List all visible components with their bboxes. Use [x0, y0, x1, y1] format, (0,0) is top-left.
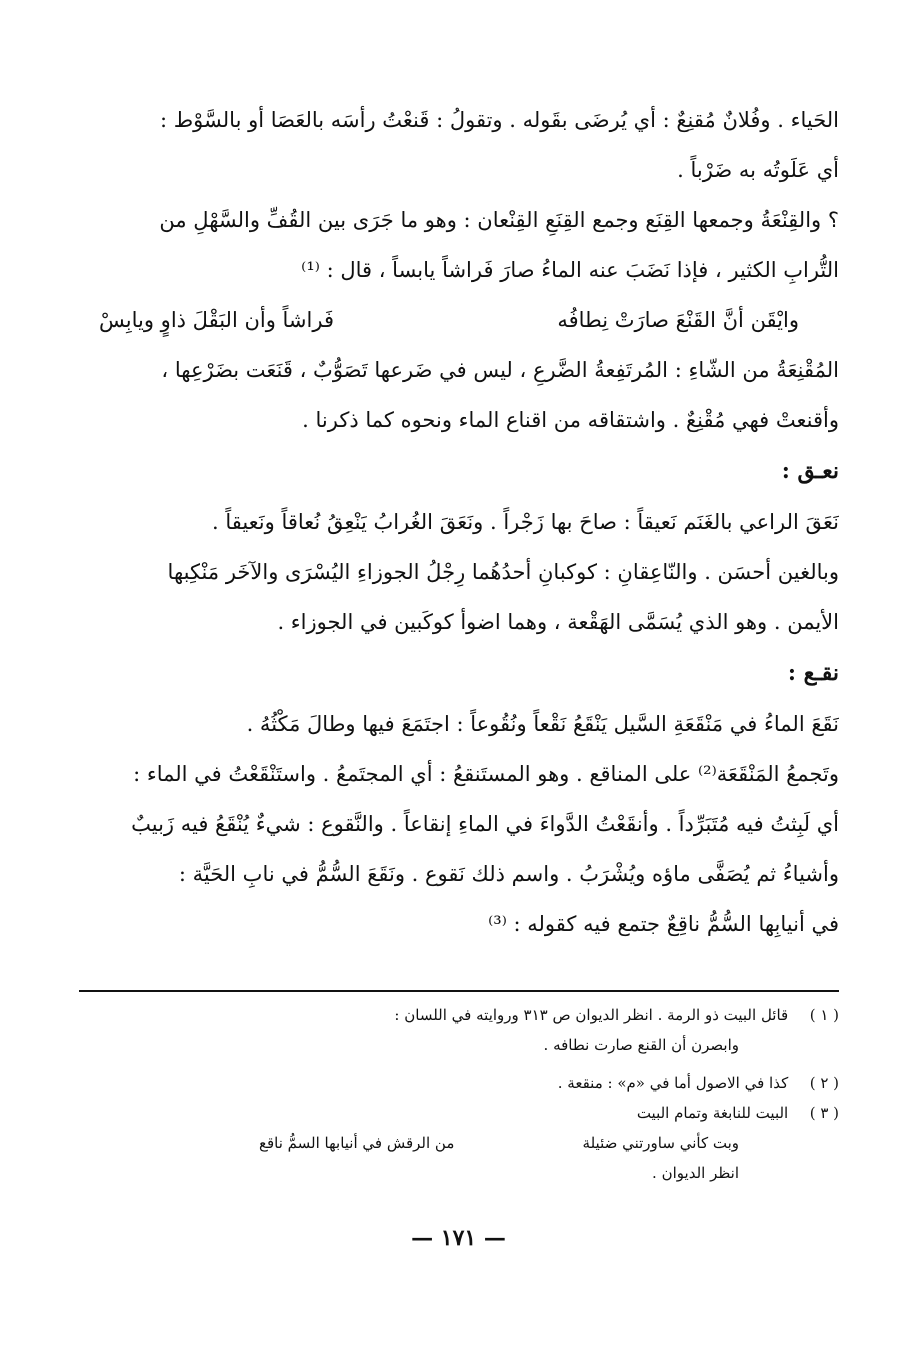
text-line: التُّرابِ الكثير ، فإذا نَضَبَ عنه الماءُ صارَ فَراشاً يابساً ، قال : ⁽¹⁾ [301, 258, 839, 282]
verse-hemistich-right: وبت كأني ساورتني ضئيلة [582, 1134, 739, 1152]
entry-heading: نقـع : [787, 660, 839, 686]
text-line: في أنيابِها السُّمُّ ناقِعٌ جتمع فيه كقوله : ⁽³⁾ [488, 912, 839, 936]
text-line: المُقْنِعَةُ من الشّاءِ : المُرتَفِعةُ الضَّرعِ ، ليس في ضَرعها تَصَوُّبٌ ، قَنَعَت بضَرْعِها ، [161, 358, 839, 382]
footnote-1 [79, 1000, 839, 1030]
text-line: وبالغين أحسَن . والنّاعِقانِ : كوكبانِ أحدُهُما رِجْلُ الجوزاءِ اليُسْرَى والآخَر مَنْكِبها [167, 560, 839, 584]
footnotes [79, 1000, 839, 1188]
text-line: الحَياء . وفُلانٌ مُقنِعٌ : أي يُرضَى بقَوله . وتقولُ : قَنعْتُ رأسَه بالعَصَا أو بالسَّوْط : [160, 108, 839, 132]
footnote-divider [79, 990, 839, 992]
footnote-text: كذا في الاصول أما في «م» : منقعة . [557, 1074, 789, 1092]
footnote-text: البيت للنابغة وتمام البيت [636, 1104, 789, 1122]
entry-heading: نعـق : [781, 458, 839, 484]
text-line: وأقنعتْ فهي مُقْنِعٌ . واشتقاقه من اقناع الماء ونحوه كما ذكرنا . [302, 408, 839, 432]
text-line: ؟ والقِنْعَةُ وجمعها القِنَع وجمع القِنَعِ القِنْعان : وهو ما جَرَى بين القُفِّ والسَّهْلِ من [159, 208, 839, 232]
footnote-number: ( ١ ) [809, 1006, 839, 1024]
footnote-2 [79, 1068, 839, 1098]
verse-hemistich-right: وايْقَن أنَّ القَنْعَ صارَتْ نِطافُه [557, 308, 799, 332]
text-line: وتَجمعُ المَنْقَعَة⁽²⁾ على المناقع . وهو المستَنقعُ : أي المجتَمعُ . واستَنْقَعْتُ في الماء : [133, 762, 839, 786]
text-line: وأشياءُ ثم يُصَفَّى ماؤه ويُشْرَبُ . واسم ذلك نَقوع . ونَقَعَ السُّمُّ في نابِ الحَيَّة : [178, 862, 839, 886]
verse-hemistich-left: من الرقش في أنيابها السمُّ ناقع [259, 1134, 455, 1152]
footnote-number: ( ٢ ) [809, 1074, 839, 1092]
text-line: الأيمن . وهو الذي يُسَمَّى الهَقْعة ، وهما اضوأ كوكَبين في الجوزاء . [277, 610, 839, 634]
verse-hemistich-left: فَراشاً وأن البَقْلَ ذاوٍ ويابِسْ [99, 308, 334, 332]
footnote-reference: انظر الديوان . [652, 1164, 739, 1182]
text-line: أي لَبِثتُ فيه مُتَبَرِّداً . وأنقَعْتُ الدَّواءَ في الماءِ إنقاعاً . والنَّقوع : شيءٌ يُنْقَعُ فيه زَبيبٌ [131, 812, 839, 836]
page-number: — ١٧١ — [411, 1225, 506, 1251]
text-line: أي عَلَوتُه به ضَرْباً . [677, 158, 839, 182]
footnote-verse [79, 1128, 839, 1158]
text-line: نَقَعَ الماءُ في مَنْقَعَةِ السَّيل يَنْقَعُ نَقْعاً ونُقُوعاً : اجتَمَعَ فيها وطالَ مَكْثُهُ . [246, 712, 839, 736]
footnote-number: ( ٣ ) [809, 1104, 839, 1122]
text-line: نَعَقَ الراعي بالغَنَم نَعيقاً : صاحَ بها زَجْراً . ونَعَقَ الغُرابُ يَنْعِقُ نُعاقاً ونَعيقاً . [211, 510, 839, 534]
footnote-3 [79, 1098, 839, 1128]
footnote-text: قائل البيت ذو الرمة . انظر الديوان ص ٣١٣ وروايته في اللسان : [394, 1006, 789, 1024]
main-text [79, 95, 839, 949]
poem-verse [79, 295, 839, 345]
footnote-quote: وابصرن أن القنع صارت نطافه . [543, 1036, 739, 1054]
